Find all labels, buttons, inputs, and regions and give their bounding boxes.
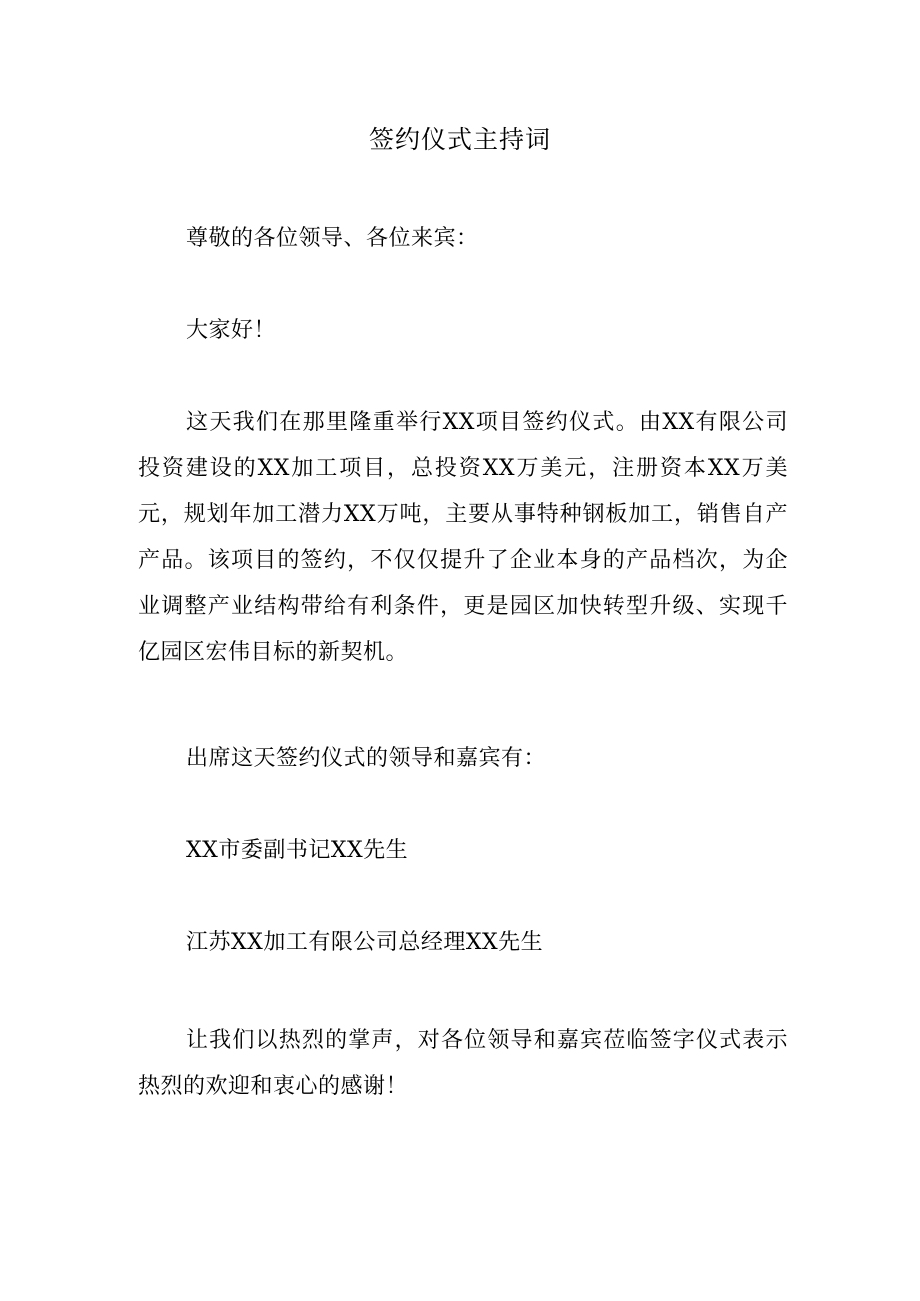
attendee-item: 江苏XX加工有限公司总经理XX先生 bbox=[186, 930, 544, 955]
attendees-intro: 出席这天签约仪式的领导和嘉宾有： bbox=[186, 746, 547, 771]
attendee-item: XX市委副书记XX先生 bbox=[186, 838, 409, 863]
closing-paragraph: 让我们以热烈的掌声，对各位领导和嘉宾莅临签字仪式表示热烈的欢迎和衷心的感谢！ bbox=[138, 1028, 788, 1099]
document-title: 签约仪式主持词 bbox=[368, 125, 551, 154]
greeting: 大家好！ bbox=[186, 318, 277, 343]
body-paragraph: 这天我们在那里隆重举行XX项目签约仪式。由XX有限公司投资建设的XX加工项目，总投资XX万美元，注册资本XX万美元，规划年加工潜力XX万吨，主要从事特种钢板加工，销售自产产品。该项目的签约，不仅仅提升了企业本身的产品档次，为企业调整产业结构带给有利条件，更是园区加快转型升级、实现千亿园区宏伟目标的新契机。 bbox=[138, 410, 788, 665]
salutation: 尊敬的各位领导、各位来宾： bbox=[186, 226, 479, 251]
